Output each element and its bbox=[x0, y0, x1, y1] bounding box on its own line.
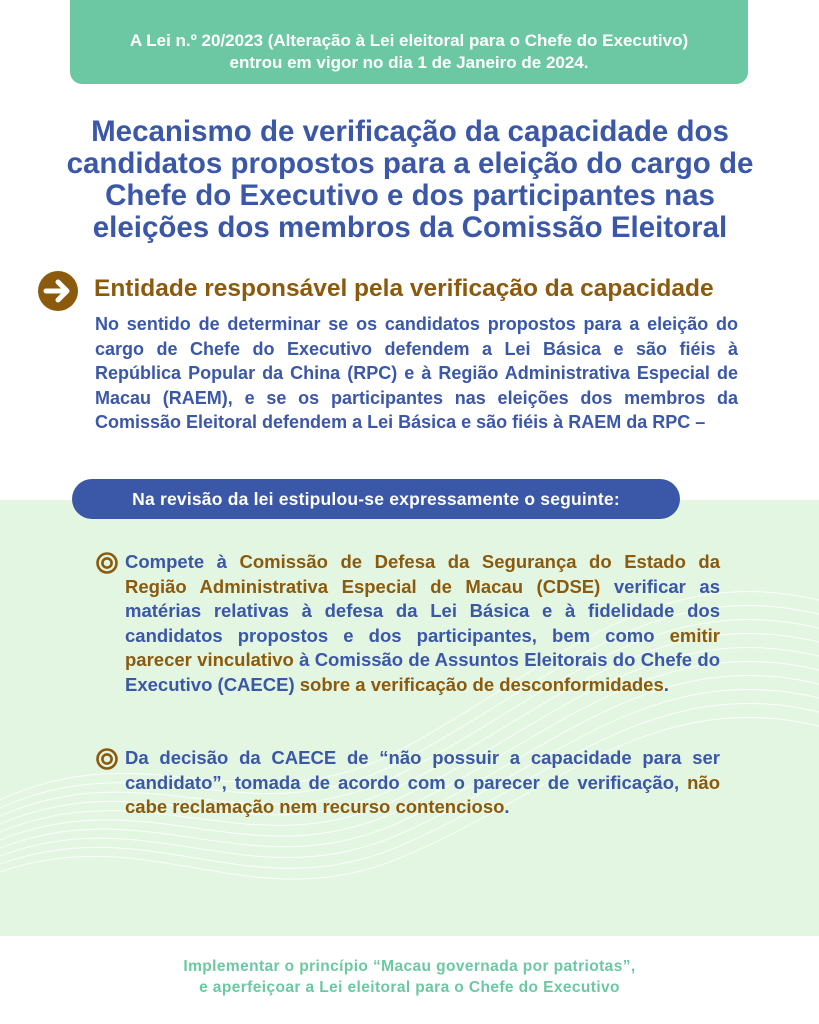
item-1-text bbox=[125, 550, 720, 697]
double-circle-bullet-icon bbox=[96, 748, 118, 770]
arrow-right-circle-icon bbox=[38, 271, 78, 311]
item-1-parecer-highlight: emitir parecer vinculativo bbox=[125, 624, 720, 670]
item-1-part-7: . bbox=[663, 673, 669, 695]
item-2-part-3: . bbox=[504, 796, 510, 817]
title-line-2: candidatos propostos para a eleição do cargo de bbox=[66, 147, 754, 180]
item-1-cdse-highlight: Comissão de Defesa da Segurança do Estado da Região Administrativa Especial de Macau (CDSE) bbox=[125, 551, 721, 597]
double-circle-bullet-icon bbox=[96, 552, 118, 574]
title-line-1: Mecanismo de verificação da capacidade dos bbox=[91, 115, 729, 148]
law-notice-line-1: A Lei n.º 20/2023 (Alteração à Lei eleitoral para o Chefe do Executivo) bbox=[129, 31, 689, 50]
footer-slogan bbox=[0, 956, 819, 998]
law-notice-line-2: entrou em vigor no dia 1 de Janeiro de 2024. bbox=[229, 53, 589, 72]
footer-line-2: e aperfeiçoar a Lei eleitoral para o Chefe do Executivo bbox=[199, 979, 620, 996]
intro-paragraph: No sentido de determinar se os candidatos propostos para a eleição do cargo de Chefe do Executivo defendem a Lei Básica e são fiéis à República Popular da China (RPC) e à Região Administrativa Especial de Macau (RAEM), e se os participantes nas eleições dos membros da Comissão Eleitoral defendem a Lei Básica e são fiéis à RAEM da RPC – bbox=[95, 314, 738, 432]
page-title bbox=[40, 116, 780, 244]
item-1-part-5: à Comissão de Assuntos Eleitorais do Chefe do Executivo (CAECE) bbox=[125, 649, 720, 695]
footer-line-1: Implementar o princípio “Macau governada por patriotas”, bbox=[183, 958, 636, 975]
law-notice-banner bbox=[70, 0, 748, 84]
item-1-verificacao-highlight: sobre a verificação de desconformidades bbox=[299, 673, 664, 695]
item-2-text bbox=[125, 746, 720, 820]
section-header bbox=[38, 270, 798, 310]
title-line-3: Chefe do Executivo e dos participantes nas bbox=[105, 179, 715, 212]
item-1-part-3: verificar as matérias relativas à defesa da Lei Básica e à fidelidade dos candidatos propostos e dos participantes, bem como bbox=[125, 575, 720, 646]
title-line-4: eleições dos membros da Comissão Eleitoral bbox=[92, 211, 728, 244]
item-2-part-1: Da decisão da CAECE de “não possuir a capacidade para ser candidato”, tomada de acordo com o parecer de verificação, bbox=[125, 747, 720, 793]
list-item bbox=[96, 746, 720, 820]
section-heading: Entidade responsável pela verificação da capacidade bbox=[94, 275, 714, 302]
list-item bbox=[96, 550, 720, 697]
item-2-highlight: não cabe reclamação nem recurso contencioso bbox=[125, 771, 720, 817]
item-1-part-1: Compete à bbox=[125, 551, 240, 572]
revision-pill-label: Na revisão da lei estipulou-se expressamente o seguinte: bbox=[72, 479, 680, 519]
